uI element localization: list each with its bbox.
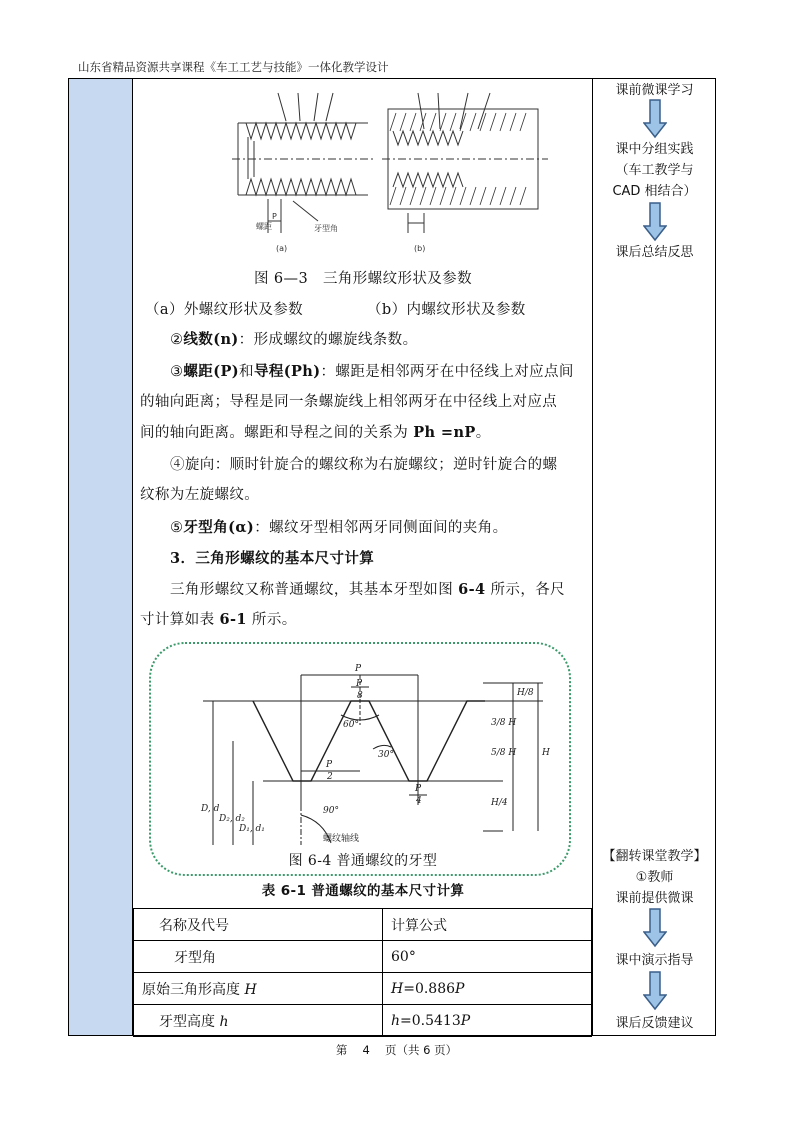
down-arrow-icon: [643, 971, 667, 1011]
flipped-class-title: 【翻转课堂教学】: [602, 849, 707, 864]
teacher-step3: 课后反馈建议: [615, 1016, 694, 1031]
h4-label: H/4: [491, 798, 508, 808]
diameter-d1-label: D₁, d₁: [239, 824, 265, 834]
h58-label: 5/8 H: [491, 748, 517, 758]
cell-name: 牙型高度 h: [134, 1005, 383, 1037]
para-basic-size-line2: 寸计算如表 6-1 所示。: [140, 611, 297, 628]
diameter-d-label: D, d: [201, 804, 220, 814]
figure-caption-6-4: 图 6-4 普通螺纹的牙型: [288, 853, 438, 869]
thread-profile-figure: [173, 645, 553, 845]
page-footer: 第 4 页（共 6 页）: [335, 1043, 458, 1057]
teacher-label: ①教师: [635, 870, 674, 885]
subcaption-a: （a）外螺纹形状及参数: [145, 302, 304, 318]
pitch-p-label: P: [272, 212, 277, 221]
step-post-class: 课后总结反思: [615, 245, 694, 260]
cell-name: 原始三角形高度 H: [134, 973, 383, 1005]
para-pitch-lead-line2: 的轴向距离；导程是同一条螺旋线上相邻两牙在中径线上对应点: [140, 394, 558, 410]
para-thread-angle: ⑤牙型角(α)：螺纹牙型相邻两牙同侧面间的夹角。: [170, 519, 508, 536]
size-calc-table: [133, 908, 592, 1037]
pitch-label: 螺距: [256, 222, 272, 231]
thread-axis-label: 螺纹轴线: [323, 834, 360, 844]
h8-label: H/8: [517, 688, 534, 698]
p2-num: P: [326, 760, 333, 770]
thread-angle-label: 牙型角: [314, 224, 338, 233]
step-pre-class: 课前微课学习: [615, 83, 694, 98]
para-basic-size: 三角形螺纹又称普通螺纹，其基本牙型如图 6-4 所示，各尺: [170, 581, 566, 598]
p4-num: P: [415, 784, 422, 794]
table-row: [134, 941, 592, 973]
table-row: [134, 909, 592, 941]
angle-90-label: 90°: [323, 806, 339, 816]
h-label: H: [542, 748, 550, 758]
para-pitch-lead: ③螺距(P)和导程(Ph)：螺距是相邻两牙在中径线上对应点间: [170, 363, 574, 380]
p2-den: 2: [327, 772, 333, 782]
right-column: [592, 79, 716, 1035]
step-in-class: 课中分组实践: [615, 142, 694, 157]
table-row: [134, 1005, 592, 1037]
p8-den: 8: [357, 691, 363, 701]
angle-30-label: 30°: [378, 750, 394, 760]
h38-label: 3/8 H: [491, 718, 517, 728]
left-column: [69, 79, 133, 1035]
col-formula-header: 计算公式: [383, 909, 592, 941]
subfig-b-label: (b): [414, 244, 426, 253]
down-arrow-icon: [643, 908, 667, 948]
step-in-class-note2: CAD 相结合）: [612, 184, 697, 199]
cell-formula: h=0.5413P: [383, 1005, 592, 1037]
table-row: [134, 973, 592, 1005]
p4-den: 4: [416, 796, 422, 806]
teacher-step2: 课中演示指导: [615, 953, 694, 968]
angle-60-label: 60°: [343, 720, 359, 730]
section-heading: 3．三角形螺纹的基本尺寸计算: [170, 550, 375, 567]
para-rotation: ④旋向：顺时针旋合的螺纹称为右旋螺纹；逆时针旋合的螺: [170, 457, 558, 473]
para-pitch-lead-line3: 间的轴向距离。螺距和导程之间的关系为 Ph =nP。: [140, 424, 491, 441]
step-in-class-note1: （车工教学与: [615, 163, 694, 178]
cell-formula: H=0.886P: [383, 973, 592, 1005]
para-rotation-line2: 纹称为左旋螺纹。: [140, 487, 260, 503]
table-title: 表 6-1 普通螺纹的基本尺寸计算: [261, 883, 465, 899]
p8-num: P: [356, 679, 363, 689]
page-header: 山东省精品资源共享课程《车工工艺与技能》一体化教学设计: [78, 60, 389, 74]
para-thread-count: ②线数(n)：形成螺纹的螺旋线条数。: [170, 331, 418, 348]
col-name-header: 名称及代号: [134, 909, 383, 941]
figure-caption-6-3: 图 6—3 三角形螺纹形状及参数: [254, 271, 472, 287]
pitch-label: P: [355, 664, 362, 674]
cell-name: 牙型角: [134, 941, 383, 973]
down-arrow-icon: [643, 99, 667, 139]
diameter-d2-label: D₂, d₂: [219, 814, 245, 824]
thread-shape-figure: [228, 83, 558, 255]
cell-formula: 60°: [383, 941, 592, 973]
teacher-step1: 课前提供微课: [615, 891, 694, 906]
down-arrow-icon: [643, 202, 667, 242]
subcaption-b: （b）内螺纹形状及参数: [367, 302, 526, 318]
subfig-a-label: (a): [276, 244, 288, 253]
